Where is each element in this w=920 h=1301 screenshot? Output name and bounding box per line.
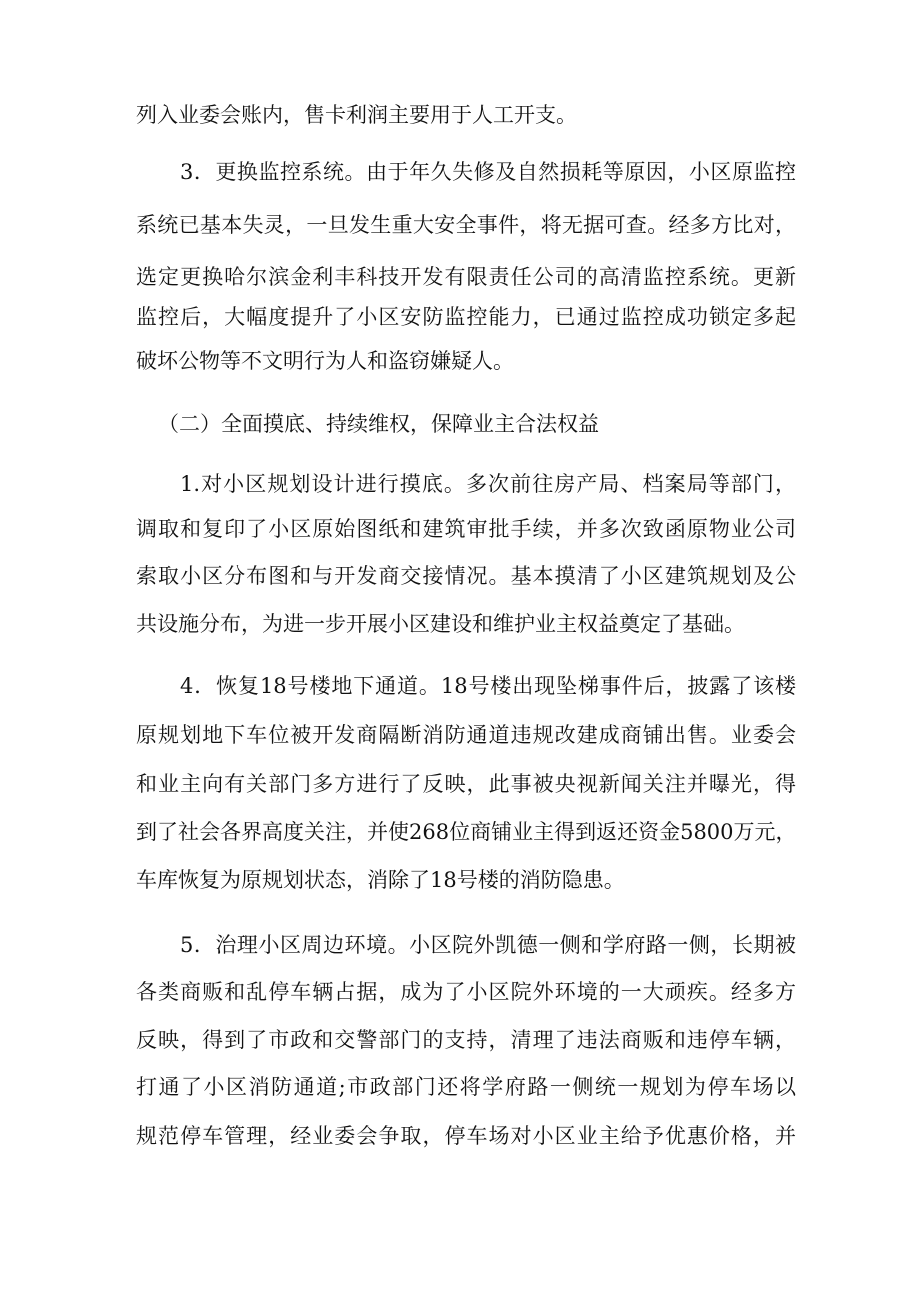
paragraph-line: 和业主向有关部门多方进行了反映，此事被央视新闻关注并曝光，得 xyxy=(136,772,796,796)
paragraph-line: 系统已基本失灵，一旦发生重大安全事件，将无据可查。经多方比对， xyxy=(136,213,796,237)
paragraph-line: 选定更换哈尔滨金利丰科技开发有限责任公司的高清监控系统。更新 xyxy=(136,265,796,289)
paragraph-line: 各类商贩和乱停车辆占据，成为了小区院外环境的一大顽疾。经多方 xyxy=(136,980,796,1004)
paragraph-line: 3．更换监控系统。由于年久失修及自然损耗等原因，小区原监控 xyxy=(180,160,796,184)
section-heading: （二）全面摸底、持续维权，保障业主合法权益 xyxy=(158,412,599,436)
paragraph-line: 调取和复印了小区原始图纸和建筑审批手续，并多次致函原物业公司 xyxy=(136,517,796,541)
paragraph-line: 到了社会各界高度关注，并使268位商铺业主得到返还资金5800万元， xyxy=(136,820,797,844)
paragraph-line: 打通了小区消防通道;市政部门还将学府路一侧统一规划为停车场以 xyxy=(136,1075,796,1099)
paragraph-line: 索取小区分布图和与开发商交接情况。基本摸清了小区建筑规划及公 xyxy=(136,564,796,588)
paragraph-line: 列入业委会账内，售卡利润主要用于人工开支。 xyxy=(136,103,577,127)
paragraph-line: 5．治理小区周边环境。小区院外凯德一侧和学府路一侧，长期被 xyxy=(180,933,796,957)
paragraph-line: 原规划地下车位被开发商隔断消防通道违规改建成商铺出售。业委会 xyxy=(136,723,796,747)
paragraph-line: 规范停车管理，经业委会争取，停车场对小区业主给予优惠价格，并 xyxy=(136,1124,796,1148)
paragraph-line: 反映，得到了市政和交警部门的支持，清理了违法商贩和违停车辆， xyxy=(136,1028,796,1052)
paragraph-line: 1.对小区规划设计进行摸底。多次前往房产局、档案局等部门， xyxy=(180,472,796,496)
paragraph-line: 共设施分布，为进一步开展小区建设和维护业主权益奠定了基础。 xyxy=(136,612,745,636)
paragraph-line: 破坏公物等不文明行为人和盗窃嫌疑人。 xyxy=(136,349,514,373)
paragraph-line: 4．恢复18号楼地下通道。18号楼出现坠梯事件后，披露了该楼 xyxy=(180,674,796,698)
paragraph-line: 车库恢复为原规划状态，消除了18号楼的消防隐患。 xyxy=(136,868,625,892)
paragraph-line: 监控后，大幅度提升了小区安防监控能力，已通过监控成功锁定多起 xyxy=(136,305,796,329)
